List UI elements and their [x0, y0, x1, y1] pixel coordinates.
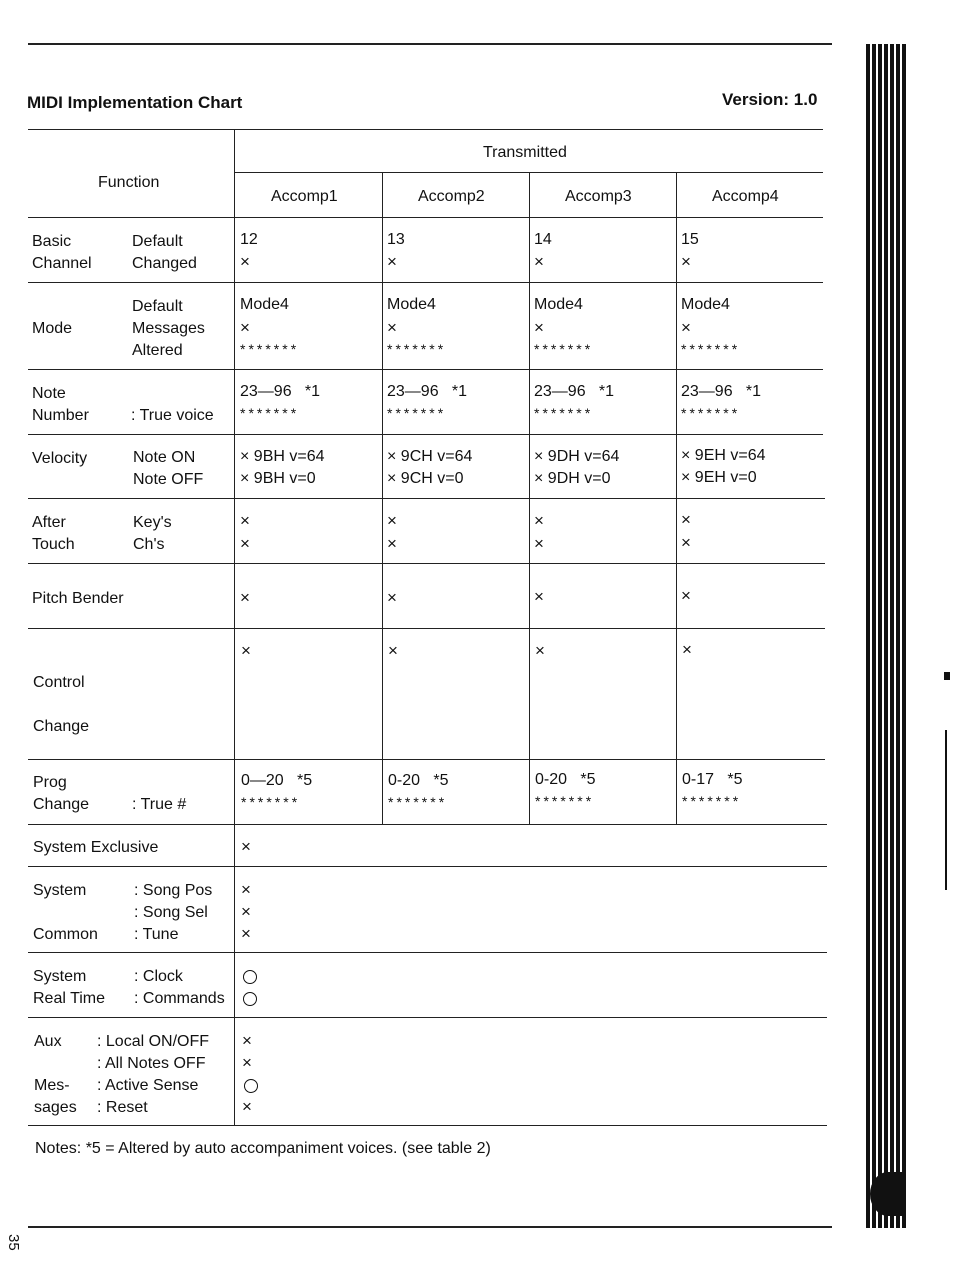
sages-label: sages [34, 1099, 77, 1116]
true-voice-value: ******* [534, 405, 594, 421]
column-divider [676, 172, 677, 824]
cross-icon: × [534, 252, 544, 271]
common-label: Common [33, 926, 98, 943]
mode-default-value: Mode4 [534, 296, 583, 313]
row-divider [28, 498, 825, 499]
control-label: Control [33, 674, 85, 691]
true-voice-value: ******* [387, 405, 447, 421]
cross-icon: × [241, 837, 251, 856]
cross-icon: × [387, 588, 397, 607]
transmitted-header: Transmitted [483, 144, 567, 161]
row-divider [28, 824, 827, 825]
row-divider [28, 952, 827, 953]
bottom-rule [28, 1226, 832, 1228]
prog-value: 0—20 *5 [241, 772, 313, 789]
velocity-on-value: × 9EH v=64 [681, 447, 766, 464]
basic-default-value: 12 [240, 231, 258, 248]
cross-icon: × [240, 318, 250, 337]
mes-label: Mes- [34, 1077, 70, 1094]
cross-icon: × [241, 924, 251, 943]
cross-icon: × [681, 510, 691, 529]
function-column-divider [234, 129, 235, 1125]
basic-default-value: 13 [387, 231, 405, 248]
row-divider [28, 759, 825, 760]
cross-icon: × [534, 534, 544, 553]
local-onoff-label: : Local ON/OFF [97, 1033, 210, 1050]
velocity-off-value: × 9CH v=0 [387, 470, 464, 487]
basic-default-value: 15 [681, 231, 699, 248]
column-header-accomp3: Accomp3 [565, 188, 632, 205]
cross-icon: × [242, 1031, 252, 1050]
chs-label: Ch's [133, 536, 165, 553]
mode-altered-value: ******* [681, 341, 741, 357]
cross-icon: × [387, 318, 397, 337]
basic-default-label: Default [132, 233, 183, 250]
circle-icon [243, 970, 257, 984]
true-voice-value: ******* [681, 405, 741, 421]
true-num-label: : True # [132, 796, 187, 813]
tune-label: : Tune [134, 926, 179, 943]
row-divider [28, 628, 825, 629]
column-divider [529, 172, 530, 824]
cross-icon: × [535, 641, 545, 660]
clock-label: : Clock [134, 968, 183, 985]
real-time-label: Real Time [33, 990, 106, 1007]
notes-text: Notes: *5 = Altered by auto accompaniment voices. (see table 2) [35, 1140, 491, 1157]
number-label: Number [32, 407, 89, 424]
cross-icon: × [534, 318, 544, 337]
velocity-off-value: × 9EH v=0 [681, 469, 757, 486]
true-num-value: ******* [241, 794, 301, 810]
circle-icon [243, 992, 257, 1006]
system-exclusive-label: System Exclusive [33, 839, 159, 856]
velocity-on-value: × 9DH v=64 [534, 448, 620, 465]
mode-altered-value: ******* [387, 341, 447, 357]
cross-icon: × [534, 587, 544, 606]
mode-messages-label: Messages [132, 320, 205, 337]
velocity-on-value: × 9BH v=64 [240, 448, 325, 465]
song-pos-label: : Song Pos [134, 882, 213, 899]
side-arrow [944, 672, 950, 680]
cross-icon: × [241, 902, 251, 921]
velocity-label: Velocity [32, 450, 88, 467]
mode-altered-value: ******* [240, 341, 300, 357]
system-realtime-label: System [33, 968, 87, 985]
row-divider [28, 866, 827, 867]
velocity-on-value: × 9CH v=64 [387, 448, 473, 465]
velocity-off-value: × 9BH v=0 [240, 470, 316, 487]
prog-value: 0-20 *5 [388, 772, 449, 789]
row-divider [28, 563, 825, 564]
cross-icon: × [242, 1053, 252, 1072]
prog-label: Prog [33, 774, 67, 791]
side-bracket [945, 730, 947, 890]
basic-default-value: 14 [534, 231, 552, 248]
note-label: Note [32, 385, 66, 402]
mode-altered-label: Altered [132, 342, 183, 359]
true-voice-label: : True voice [131, 407, 214, 424]
table-top-rule [28, 129, 823, 130]
note-range-value: 23—96 *1 [240, 383, 321, 400]
edge-stripes [866, 44, 906, 1228]
note-range-value: 23—96 *1 [387, 383, 468, 400]
all-notes-off-label: : All Notes OFF [97, 1055, 206, 1072]
change-label: Change [33, 718, 90, 735]
column-header-accomp2: Accomp2 [418, 188, 485, 205]
cross-icon: × [388, 641, 398, 660]
function-header: Function [98, 174, 160, 191]
cross-icon: × [681, 586, 691, 605]
page-number: 35 [5, 1234, 22, 1251]
basic-changed-label: Changed [132, 255, 197, 272]
true-num-value: ******* [388, 794, 448, 810]
cross-icon: × [681, 533, 691, 552]
column-header-accomp4: Accomp4 [712, 188, 779, 205]
active-sense-label: : Active Sense [97, 1077, 199, 1094]
prog-value: 0-17 *5 [682, 771, 743, 788]
mode-altered-value: ******* [534, 341, 594, 357]
cross-icon: × [242, 1097, 252, 1116]
prog-value: 0-20 *5 [535, 771, 596, 788]
cross-icon: × [387, 252, 397, 271]
commands-label: : Commands [134, 990, 225, 1007]
aux-label: Aux [34, 1033, 62, 1050]
cross-icon: × [534, 511, 544, 530]
column-divider [382, 172, 383, 824]
note-on-label: Note ON [133, 449, 196, 466]
cross-icon: × [387, 511, 397, 530]
circle-icon [244, 1079, 258, 1093]
cross-icon: × [681, 252, 691, 271]
keys-label: Key's [133, 514, 172, 531]
header-bottom-rule [28, 217, 823, 218]
after-label: After [32, 514, 66, 531]
column-header-accomp1: Accomp1 [271, 188, 338, 205]
pitch-bender-label: Pitch Bender [32, 590, 124, 607]
row-divider [28, 1125, 827, 1126]
touch-label: Touch [32, 536, 75, 553]
basic-label: Basic [32, 233, 72, 250]
mode-label: Mode [32, 320, 73, 337]
note-range-value: 23—96 *1 [534, 383, 615, 400]
velocity-off-value: × 9DH v=0 [534, 470, 611, 487]
song-sel-label: : Song Sel [134, 904, 208, 921]
true-num-value: ******* [682, 793, 742, 809]
cross-icon: × [681, 318, 691, 337]
cross-icon: × [682, 640, 692, 659]
cross-icon: × [240, 588, 250, 607]
note-off-label: Note OFF [133, 471, 204, 488]
page-title: MIDI Implementation Chart [27, 93, 243, 112]
prog-change-label: Change [33, 796, 90, 813]
cross-icon: × [387, 534, 397, 553]
true-num-value: ******* [535, 793, 595, 809]
mode-default-value: Mode4 [387, 296, 436, 313]
channel-label: Channel [32, 255, 92, 272]
true-voice-value: ******* [240, 405, 300, 421]
row-divider [28, 282, 823, 283]
note-range-value: 23—96 *1 [681, 383, 762, 400]
cross-icon: × [240, 252, 250, 271]
reset-label: : Reset [97, 1099, 148, 1116]
row-divider [28, 369, 823, 370]
mode-default-label: Default [132, 298, 183, 315]
top-rule [28, 43, 832, 45]
cross-icon: × [240, 511, 250, 530]
row-divider [28, 434, 823, 435]
system-common-label: System [33, 882, 87, 899]
cross-icon: × [241, 641, 251, 660]
mode-default-value: Mode4 [681, 296, 730, 313]
cross-icon: × [240, 534, 250, 553]
version-label: Version: 1.0 [722, 90, 818, 109]
row-divider [28, 1017, 827, 1018]
mode-default-value: Mode4 [240, 296, 289, 313]
cross-icon: × [241, 880, 251, 899]
edge-tab-mark [870, 1172, 906, 1216]
